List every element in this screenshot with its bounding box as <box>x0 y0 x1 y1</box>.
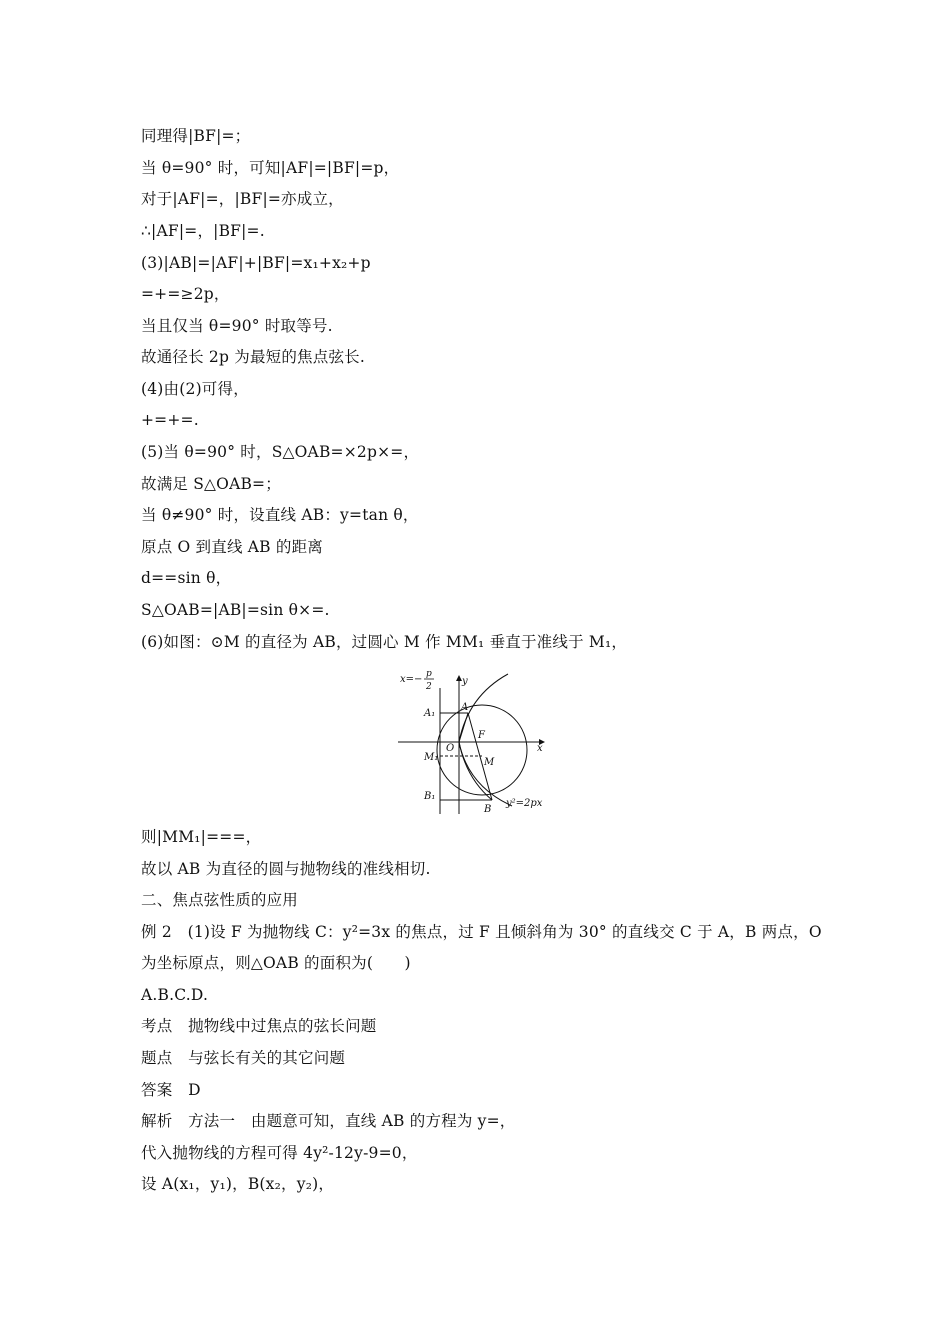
parabola-focal-chord-figure <box>396 668 566 816</box>
text-line-9: (4)由(2)可得， <box>141 380 249 398</box>
label-m1: M₁ <box>424 752 439 763</box>
label-b1: B₁ <box>424 791 436 802</box>
text-line-14: 原点 O 到直线 AB 的距离 <box>141 538 323 556</box>
label-a1: A₁ <box>424 708 436 719</box>
text-line-6: =+=≥2p， <box>141 285 230 303</box>
parabola-curve <box>459 674 512 806</box>
text-line-15: d==sin θ， <box>141 569 232 587</box>
text-line-1: 同理得|BF|=； <box>141 127 251 145</box>
text-line-7: 当且仅当 θ=90° 时取等号. <box>141 317 333 335</box>
answer-line: 答案 D <box>141 1081 201 1099</box>
example-2-line-1: 例 2 (1)设 F 为抛物线 C：y²=3x 的焦点，过 F 且倾斜角为 30° 的直线交 C 于 A，B 两点，O <box>141 923 822 941</box>
text-line-16: S△OAB=|AB|=sin θ×=. <box>141 601 330 619</box>
parabola-equation-label: y²=2px <box>506 798 543 809</box>
topic-line: 考点 抛物线中过焦点的弦长问题 <box>141 1017 377 1035</box>
label-a: A <box>461 702 469 713</box>
label-m: M <box>484 757 495 768</box>
text-line-2: 当 θ=90° 时，可知|AF|=|BF|=p， <box>141 159 400 177</box>
text-line-5: (3)|AB|=|AF|+|BF|=x₁+x₂+p <box>141 254 371 272</box>
y-axis-label: y <box>462 676 468 687</box>
solution-line-3: 设 A(x₁，y₁)，B(x₂，y₂)， <box>141 1175 335 1193</box>
text-line-13: 当 θ≠90° 时，设直线 AB：y=tan θ， <box>141 506 419 524</box>
text-line-19: 故以 AB 为直径的圆与抛物线的准线相切. <box>141 860 431 878</box>
directrix-label: x=− <box>400 674 423 685</box>
subtopic-line: 题点 与弦长有关的其它问题 <box>141 1049 346 1067</box>
answer-options: A.B.C.D. <box>141 986 209 1004</box>
label-b: B <box>484 804 492 815</box>
text-line-10: +=+=. <box>141 411 199 429</box>
directrix-frac-num: p <box>426 669 432 679</box>
text-line-18: 则|MM₁|===， <box>141 828 262 846</box>
x-axis-label: x <box>537 743 543 754</box>
text-line-8: 故通径长 2p 为最短的焦点弦长. <box>141 348 365 366</box>
directrix-frac-den: 2 <box>426 682 432 692</box>
label-f: F <box>478 730 485 741</box>
text-line-4: ∴|AF|=，|BF|=. <box>141 222 265 240</box>
text-line-12: 故满足 S△OAB=； <box>141 475 281 493</box>
text-line-3: 对于|AF|=，|BF|=亦成立， <box>141 190 344 208</box>
segment-ao <box>459 713 468 742</box>
solution-line-2: 代入抛物线的方程可得 4y²-12y-9=0， <box>141 1144 418 1162</box>
section-heading: 二、焦点弦性质的应用 <box>141 891 299 909</box>
example-2-line-2: 为坐标原点，则△OAB 的面积为( ) <box>141 954 411 972</box>
figure-svg <box>396 668 566 816</box>
label-o: O <box>446 743 455 754</box>
text-line-11: (5)当 θ=90° 时，S△OAB=×2p×=， <box>141 443 420 461</box>
solution-line-1: 解析 方法一 由题意可知，直线 AB 的方程为 y=， <box>141 1112 516 1130</box>
text-line-17: (6)如图：⊙M 的直径为 AB，过圆心 M 作 MM₁ 垂直于准线于 M₁， <box>141 633 628 651</box>
